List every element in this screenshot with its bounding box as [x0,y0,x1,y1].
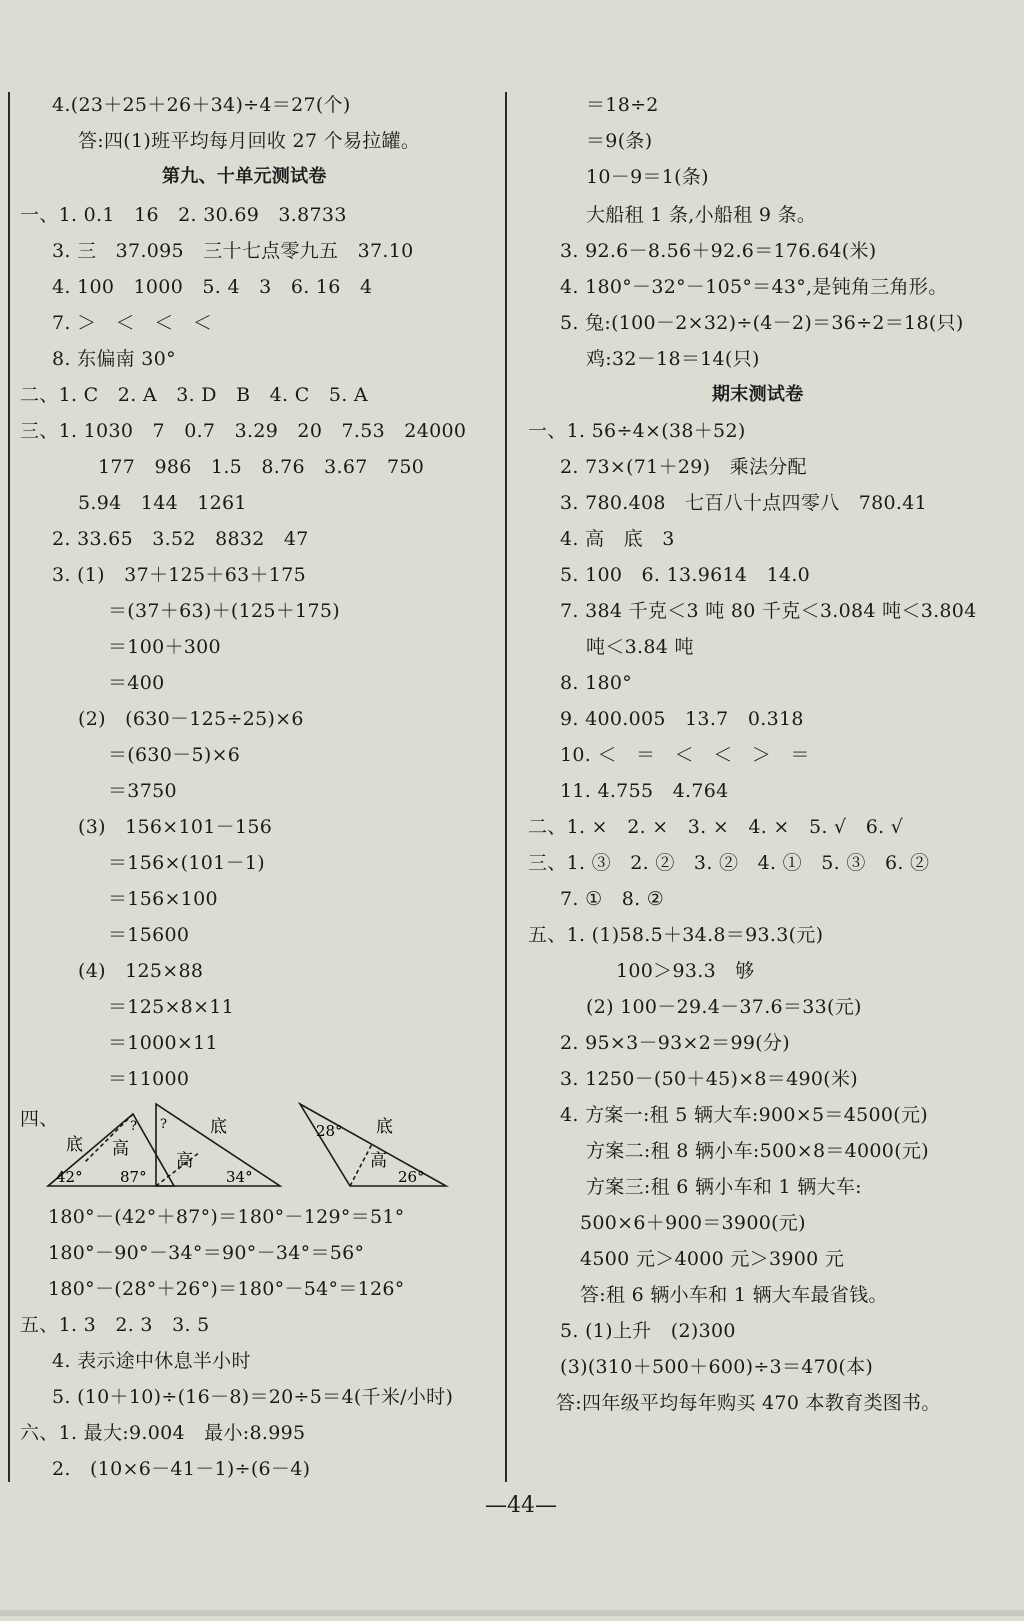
t2-base-label: 底 [210,1117,227,1137]
left-line-26: ＝125×8×11 [108,996,235,1018]
left-line-10: 三、1. 1030 7 0.7 3.29 20 7.53 24000 [20,420,467,442]
right-line-31: 方案三:租 6 辆小车和 1 辆大车: [586,1176,862,1198]
left-line-36: 六、1. 最大:9.004 最小:8.995 [20,1422,306,1444]
page-number: —44— [485,1493,557,1518]
left-line-35: 5. (10＋10)÷(16－8)＝20÷5＝4(千米/小时) [52,1386,454,1408]
left-line-12: 5.94 144 1261 [78,492,247,514]
right-line-26: (2) 100－29.4－37.6＝33(元) [586,996,862,1018]
t1-height-label: 高 [112,1139,129,1159]
right-line-20: 11. 4.755 4.764 [560,780,729,802]
left-line-15: ＝(37＋63)＋(125＋175) [108,600,340,622]
triangle-figures [40,1102,470,1194]
left-line-33: 五、1. 3 2. 3 3. 5 [20,1314,210,1336]
t1-base-label: 底 [66,1135,83,1155]
right-line-17: 8. 180° [560,672,633,694]
right-line-11: 2. 73×(71＋29) 乘法分配 [560,456,807,478]
left-line-23: ＝156×100 [108,888,218,910]
right-line-25: 100＞93.3 够 [616,960,755,982]
left-line-13: 2. 33.65 3.52 8832 47 [52,528,309,550]
right-line-6: 4. 180°－32°－105°＝43°,是钝角三角形。 [560,276,948,298]
right-line-37: 答:四年级平均每年购买 470 本教育类图书。 [556,1392,941,1414]
left-line-20: ＝3750 [108,780,177,802]
right-line-3: 10－9＝1(条) [586,166,709,188]
right-line-16: 吨＜3.84 吨 [586,636,694,658]
left-line-17: ＝400 [108,672,165,694]
section-heading-final-exam: 期末测试卷 [712,384,804,405]
t3-angle-a: 28° [316,1122,343,1140]
right-line-7: 5. 兔:(100－2×32)÷(4－2)＝36÷2＝18(只) [560,312,964,334]
right-line-24: 五、1. (1)58.5＋34.8＝93.3(元) [528,924,824,946]
left-line-31: 180°－90°－34°＝90°－34°＝56° [48,1242,365,1264]
left-line-37: 2. (10×6－41－1)÷(6－4) [52,1458,311,1480]
column-divider [505,92,507,1482]
left-line-34: 4. 表示途中休息半小时 [52,1350,251,1372]
right-line-23: 7. ① 8. ② [560,888,665,910]
right-line-5: 3. 92.6－8.56＋92.6＝176.64(米) [560,240,877,262]
left-line-8: 8. 东偏南 30° [52,348,176,370]
right-line-15: 7. 384 千克＜3 吨 80 千克＜3.084 吨＜3.804 [560,600,977,622]
left-line-18: (2) (630－125÷25)×6 [78,708,304,730]
t3-angle-b: 26° [398,1168,425,1186]
right-line-35: 5. (1)上升 (2)300 [560,1320,736,1342]
left-line-25: (4) 125×88 [78,960,204,982]
left-line-4: 一、1. 0.1 16 2. 30.69 3.8733 [20,204,347,226]
t2-unknown-label: ? [160,1117,167,1132]
left-line-11: 177 986 1.5 8.76 3.67 750 [98,456,425,478]
left-line-7: 7. ＞ ＜ ＜ ＜ [52,312,213,334]
right-line-19: 10. ＜ ＝ ＜ ＜ ＞ ＝ [560,744,810,766]
right-line-2: ＝9(条) [586,130,653,152]
section-heading-unit-9-10: 第九、十单元测试卷 [162,166,327,187]
right-line-28: 3. 1250－(50＋45)×8＝490(米) [560,1068,858,1090]
t3-height-label: 高 [370,1151,387,1171]
left-line-1: 4.(23＋25＋26＋34)÷4＝27(个) [52,94,351,116]
left-line-16: ＝100＋300 [108,636,221,658]
right-line-12: 3. 780.408 七百八十点四零八 780.41 [560,492,928,514]
t1-angle-a: 42° [56,1168,83,1186]
right-line-18: 9. 400.005 13.7 0.318 [560,708,804,730]
right-line-30: 方案二:租 8 辆小车:500×8＝4000(元) [586,1140,929,1162]
right-line-32: 500×6＋900＝3900(元) [580,1212,806,1234]
left-line-30: 180°－(42°＋87°)＝180°－129°＝51° [48,1206,405,1228]
left-line-6: 4. 100 1000 5. 4 3 6. 16 4 [52,276,373,298]
right-line-21: 二、1. × 2. × 3. × 4. × 5. √ 6. √ [528,816,904,838]
t2-height-label: 高 [176,1151,193,1171]
left-line-21: (3) 156×101－156 [78,816,273,838]
right-line-22: 三、1. ③ 2. ② 3. ② 4. ① 5. ③ 6. ② [528,852,930,874]
left-line-14: 3. (1) 37＋125＋63＋175 [52,564,306,586]
right-line-33: 4500 元＞4000 元＞3900 元 [580,1248,845,1270]
left-line-32: 180°－(28°＋26°)＝180°－54°＝126° [48,1278,405,1300]
t1-unknown-label: ? [130,1119,137,1134]
right-line-4: 大船租 1 条,小船租 9 条。 [586,204,817,226]
right-line-36: (3)(310＋500＋600)÷3＝470(本) [560,1356,874,1378]
left-line-22: ＝156×(101－1) [108,852,265,874]
section-four-label: 四、 [20,1108,59,1130]
left-line-9: 二、1. C 2. A 3. D B 4. C 5. A [20,384,368,406]
left-line-19: ＝(630－5)×6 [108,744,241,766]
right-line-34: 答:租 6 辆小车和 1 辆大车最省钱。 [580,1284,888,1306]
left-line-24: ＝15600 [108,924,190,946]
left-line-2: 答:四(1)班平均每月回收 27 个易拉罐。 [78,130,421,152]
right-line-27: 2. 95×3－93×2＝99(分) [560,1032,790,1054]
triangles-svg [40,1102,470,1194]
bottom-edge [0,1610,1024,1616]
left-margin-rule [8,92,10,1482]
left-line-28: ＝11000 [108,1068,190,1090]
right-line-1: ＝18÷2 [586,94,659,116]
left-line-27: ＝1000×11 [108,1032,218,1054]
right-line-13: 4. 高 底 3 [560,528,675,550]
right-line-14: 5. 100 6. 13.9614 14.0 [560,564,811,586]
t3-base-label: 底 [376,1117,393,1137]
t1-angle-b: 87° [120,1168,147,1186]
left-line-5: 3. 三 37.095 三十七点零九五 37.10 [52,240,414,262]
t2-angle-a: 34° [226,1168,253,1186]
right-line-8: 鸡:32－18＝14(只) [586,348,760,370]
right-line-10: 一、1. 56÷4×(38＋52) [528,420,746,442]
right-line-29: 4. 方案一:租 5 辆大车:900×5＝4500(元) [560,1104,928,1126]
